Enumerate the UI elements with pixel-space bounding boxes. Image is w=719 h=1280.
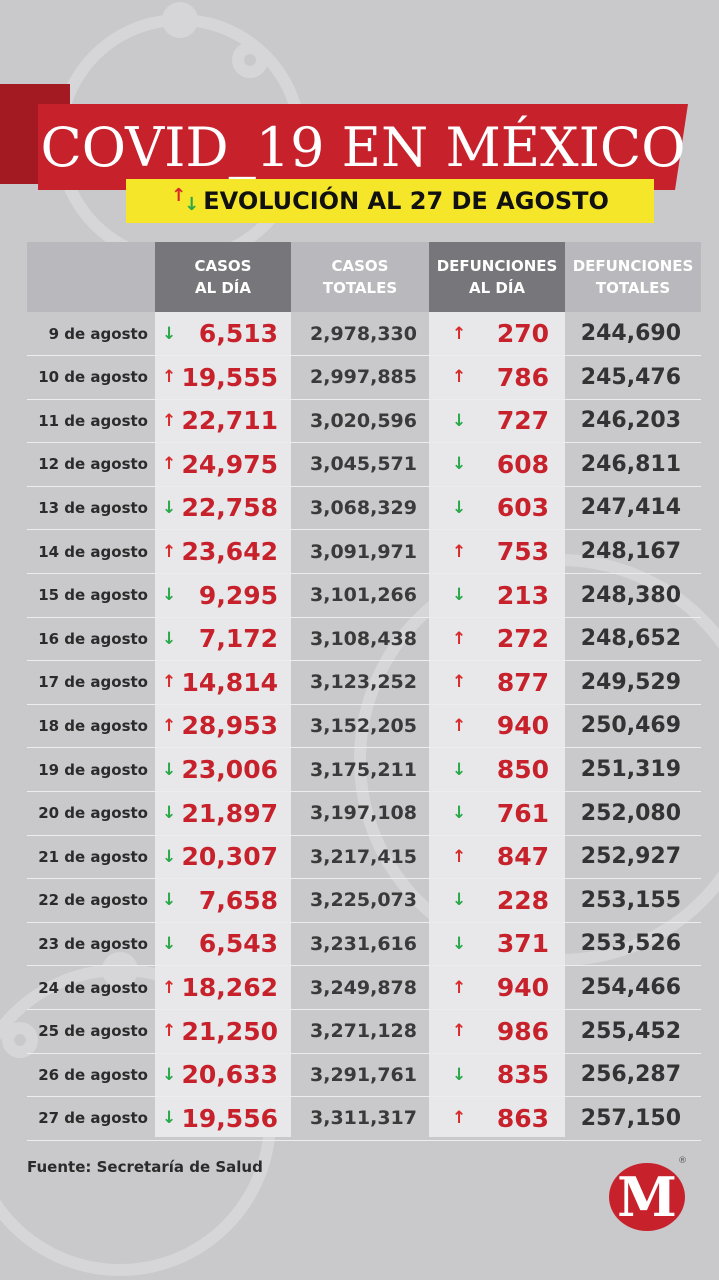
deaths-total-value: 255,452 xyxy=(580,1018,681,1044)
deaths-day-value: 603 xyxy=(496,493,549,523)
cases-total-value: 3,291,761 xyxy=(310,1063,417,1086)
row-date: 25 de agosto xyxy=(38,1022,148,1041)
row-date: 10 de agosto xyxy=(38,368,148,387)
arrow-down-icon: ↓ xyxy=(452,585,467,606)
row-date: 23 de agosto xyxy=(38,934,148,953)
table-row xyxy=(27,704,701,748)
cases-day-value: 22,758 xyxy=(181,493,278,523)
deaths-total-value: 248,167 xyxy=(580,539,681,564)
deaths-day-value: 986 xyxy=(496,1016,549,1046)
arrow-up-icon: ↑ xyxy=(162,541,177,562)
arrow-up-icon: ↑ xyxy=(452,672,467,693)
row-date: 18 de agosto xyxy=(38,716,148,735)
row-date: 14 de agosto xyxy=(38,542,148,561)
cases-total-value: 3,123,252 xyxy=(310,671,417,694)
deaths-day-value: 850 xyxy=(496,755,549,784)
row-date: 26 de agosto xyxy=(38,1065,148,1084)
arrow-down-icon: ↓ xyxy=(452,410,467,431)
arrow-up-icon: ↑ xyxy=(162,1021,177,1042)
cases-total-value: 3,101,266 xyxy=(310,584,417,607)
header-deaths-total: DEFUNCIONES TOTALES xyxy=(572,257,694,297)
arrow-up-icon: ↑ xyxy=(452,977,467,998)
deaths-day-value: 940 xyxy=(496,711,549,741)
table-row xyxy=(27,1053,701,1097)
arrow-up-icon: ↑ xyxy=(452,846,467,867)
table-row xyxy=(27,356,701,400)
deaths-total-value: 248,652 xyxy=(580,626,681,652)
table-row xyxy=(27,835,701,879)
arrow-down-icon: ↓ xyxy=(162,890,177,911)
deaths-total-value: 256,287 xyxy=(580,1062,681,1088)
cases-day-value: 20,307 xyxy=(181,842,278,872)
cases-total-value: 3,108,438 xyxy=(310,627,417,650)
table-row xyxy=(27,443,701,487)
row-date: 15 de agosto xyxy=(38,586,148,605)
deaths-total-value: 248,380 xyxy=(580,582,681,608)
deaths-total-value: 257,150 xyxy=(580,1105,681,1131)
arrow-down-icon: ↓ xyxy=(162,1108,177,1129)
table-row xyxy=(27,1097,701,1141)
arrow-down-icon: ↓ xyxy=(452,933,467,954)
row-date: 20 de agosto xyxy=(38,804,148,823)
table-row xyxy=(27,486,701,530)
deaths-total-value: 247,414 xyxy=(580,495,681,521)
cases-day-value: 14,814 xyxy=(181,667,278,697)
deaths-day-value: 371 xyxy=(496,929,549,959)
row-date: 11 de agosto xyxy=(38,411,148,430)
row-date: 22 de agosto xyxy=(38,891,148,910)
arrow-down-icon: ↓ xyxy=(162,585,177,606)
cases-total-value: 3,045,571 xyxy=(310,453,417,476)
cases-total-value: 3,225,073 xyxy=(310,889,417,912)
cases-total-value: 3,271,128 xyxy=(310,1020,417,1043)
arrow-up-icon: ↑ xyxy=(162,977,177,998)
table-row xyxy=(27,966,701,1010)
deaths-day-value: 863 xyxy=(496,1103,549,1133)
arrow-up-icon: ↑ xyxy=(452,1021,467,1042)
milenio-logo xyxy=(609,1163,685,1231)
cases-day-value: 28,953 xyxy=(181,711,278,741)
source-note: Fuente: Secretaría de Salud xyxy=(27,1158,263,1176)
table-row xyxy=(27,312,701,356)
deaths-total-value: 253,526 xyxy=(580,931,681,957)
deaths-total-value: 254,466 xyxy=(580,975,681,1000)
table-row xyxy=(27,530,701,574)
cases-day-value: 7,172 xyxy=(198,624,278,654)
arrow-down-icon: ↓ xyxy=(452,497,467,518)
deaths-total-value: 252,080 xyxy=(580,800,681,826)
cases-total-value: 2,997,885 xyxy=(310,366,417,389)
row-date: 27 de agosto xyxy=(38,1109,148,1128)
row-date: 17 de agosto xyxy=(38,673,148,692)
arrow-down-icon: ↓ xyxy=(452,454,467,475)
table-row xyxy=(27,879,701,923)
cases-day-value: 19,556 xyxy=(181,1103,278,1133)
subtitle xyxy=(126,179,654,223)
arrow-up-icon: ↑ xyxy=(452,1108,467,1129)
row-date: 21 de agosto xyxy=(38,847,148,866)
table-header xyxy=(27,242,701,312)
deaths-total-value: 245,476 xyxy=(580,364,681,390)
arrow-down-icon: ↓ xyxy=(452,1064,467,1085)
arrow-down-icon: ↓ xyxy=(452,759,467,780)
deaths-day-value: 727 xyxy=(496,406,549,436)
deaths-day-value: 835 xyxy=(496,1060,549,1090)
cases-day-value: 24,975 xyxy=(181,449,278,479)
arrow-down-icon: ↓ xyxy=(162,803,177,824)
table-row xyxy=(27,399,701,443)
deaths-day-value: 213 xyxy=(496,580,549,610)
arrow-up-icon: ↑ xyxy=(162,715,177,736)
cases-day-value: 18,262 xyxy=(181,973,278,1002)
arrow-down-icon: ↓ xyxy=(162,846,177,867)
table-row xyxy=(27,1010,701,1054)
table-row xyxy=(27,922,701,966)
deaths-day-value: 940 xyxy=(496,973,549,1002)
arrow-down-icon: ↓ xyxy=(162,933,177,954)
cases-total-value: 3,175,211 xyxy=(310,758,417,781)
cases-total-value: 3,020,596 xyxy=(310,409,417,432)
arrow-up-icon: ↑ xyxy=(452,628,467,649)
cases-day-value: 6,513 xyxy=(198,319,278,348)
cases-day-value: 20,633 xyxy=(181,1060,278,1090)
arrow-up-icon: ↑ xyxy=(162,672,177,693)
cases-total-value: 3,231,616 xyxy=(310,932,417,955)
cases-total-value: 3,091,971 xyxy=(310,540,417,563)
cases-day-value: 9,295 xyxy=(198,580,278,610)
table-row xyxy=(27,574,701,618)
cases-total-value: 3,217,415 xyxy=(310,845,417,868)
arrow-down-icon: ↓ xyxy=(162,1064,177,1085)
cases-total-value: 3,068,329 xyxy=(310,496,417,519)
deaths-day-value: 847 xyxy=(496,842,549,872)
up-down-arrows-icon: ↑ ↓ xyxy=(171,185,200,215)
deaths-day-value: 608 xyxy=(496,449,549,479)
arrow-down-icon: ↓ xyxy=(162,628,177,649)
arrow-down-icon: ↓ xyxy=(452,890,467,911)
deaths-total-value: 251,319 xyxy=(580,757,681,782)
row-date: 19 de agosto xyxy=(38,760,148,779)
row-date: 12 de agosto xyxy=(38,455,148,474)
deaths-day-value: 270 xyxy=(496,319,549,348)
deaths-day-value: 228 xyxy=(496,885,549,915)
arrow-down-icon: ↓ xyxy=(452,803,467,824)
deaths-total-value: 244,690 xyxy=(580,321,681,346)
table-row xyxy=(27,617,701,661)
page-title: COVID_19 EN MÉXICO xyxy=(40,115,686,179)
deaths-day-value: 786 xyxy=(496,362,549,392)
row-date: 13 de agosto xyxy=(38,498,148,517)
cases-day-value: 23,006 xyxy=(181,755,278,784)
deaths-total-value: 246,203 xyxy=(580,408,681,434)
deaths-day-value: 753 xyxy=(496,537,549,566)
arrow-up-icon: ↑ xyxy=(452,715,467,736)
header-cases-total: CASOS TOTALES xyxy=(322,257,398,297)
cases-day-value: 7,658 xyxy=(198,885,278,915)
cases-total-value: 3,197,108 xyxy=(310,802,417,825)
subtitle-text: EVOLUCIÓN AL 27 DE AGOSTO xyxy=(203,187,609,215)
table-row xyxy=(27,792,701,836)
arrow-down-icon: ↓ xyxy=(162,497,177,518)
deaths-total-value: 249,529 xyxy=(580,669,681,695)
row-date: 9 de agosto xyxy=(48,324,148,343)
row-date: 16 de agosto xyxy=(38,629,148,648)
cases-day-value: 22,711 xyxy=(181,406,278,436)
table-row xyxy=(27,748,701,792)
header-deaths-day: DEFUNCIONES AL DÍA xyxy=(429,242,565,312)
arrow-down-icon: ↓ xyxy=(162,323,177,344)
arrow-up-icon: ↑ xyxy=(162,367,177,388)
deaths-day-value: 761 xyxy=(496,798,549,828)
cases-day-value: 21,897 xyxy=(181,798,278,828)
cases-day-value: 6,543 xyxy=(198,929,278,959)
registered-mark: ® xyxy=(678,1156,687,1166)
arrow-up-icon: ↑ xyxy=(452,323,467,344)
cases-day-value: 23,642 xyxy=(181,537,278,566)
cases-total-value: 3,249,878 xyxy=(310,976,417,999)
deaths-total-value: 252,927 xyxy=(580,844,681,870)
deaths-total-value: 246,811 xyxy=(580,451,681,477)
cases-total-value: 3,311,317 xyxy=(310,1107,417,1130)
arrow-up-icon: ↑ xyxy=(162,454,177,475)
deaths-total-value: 250,469 xyxy=(580,713,681,739)
cases-total-value: 2,978,330 xyxy=(310,322,417,345)
arrow-up-icon: ↑ xyxy=(162,410,177,431)
arrow-down-icon: ↓ xyxy=(162,759,177,780)
cases-day-value: 21,250 xyxy=(181,1016,278,1046)
deaths-day-value: 272 xyxy=(496,624,549,654)
cases-total-value: 3,152,205 xyxy=(310,714,417,737)
table-row xyxy=(27,661,701,705)
cases-day-value: 19,555 xyxy=(181,362,278,392)
row-date: 24 de agosto xyxy=(38,978,148,997)
deaths-total-value: 253,155 xyxy=(580,887,681,913)
arrow-up-icon: ↑ xyxy=(452,367,467,388)
header-cases-day: CASOS AL DÍA xyxy=(155,242,291,312)
deaths-day-value: 877 xyxy=(496,667,549,697)
logo-letter: M xyxy=(617,1165,677,1229)
arrow-up-icon: ↑ xyxy=(452,541,467,562)
